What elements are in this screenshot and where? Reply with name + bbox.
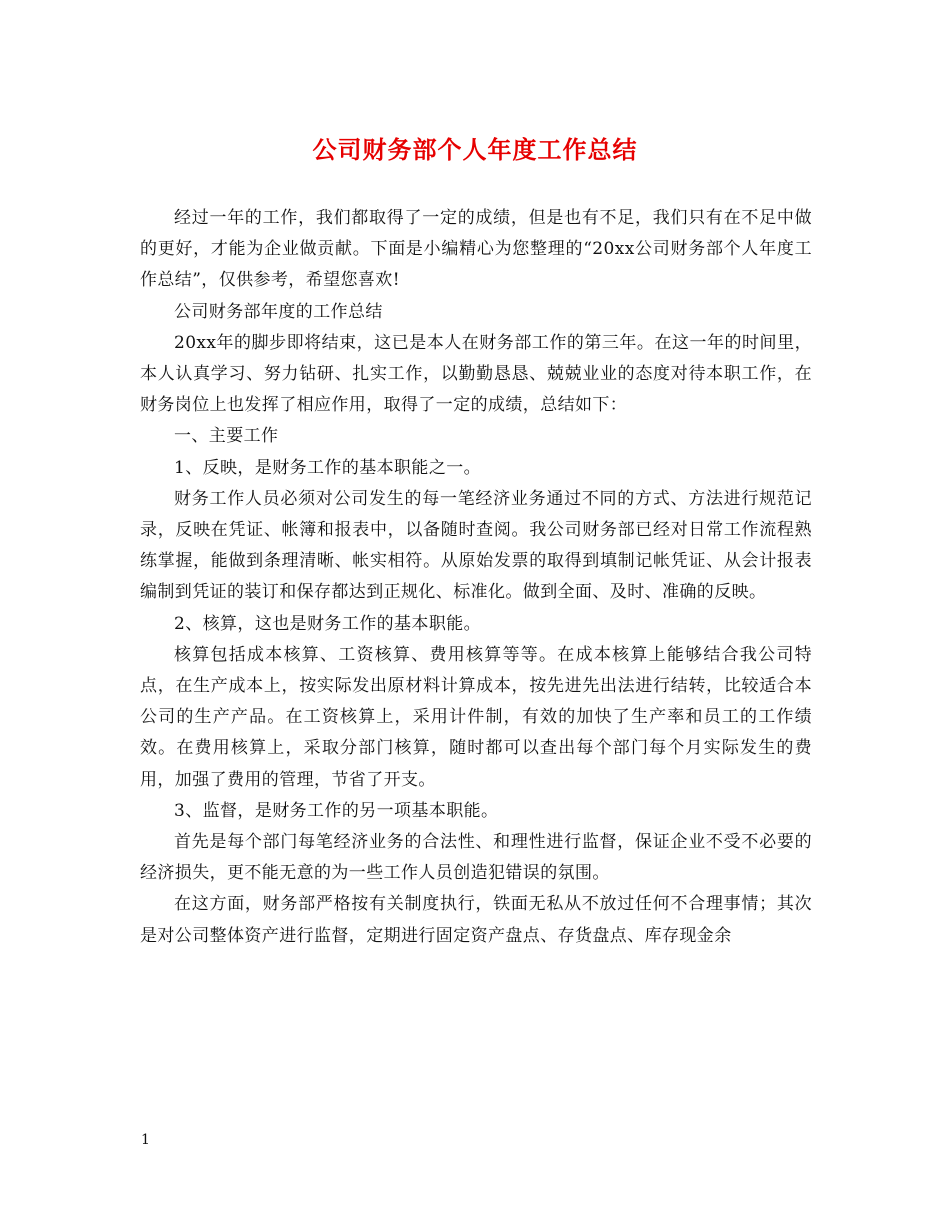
body-paragraph: 财务工作人员必须对公司发生的每一笔经济业务通过不同的方式、方法进行规范记录，反映在凭证、帐簿和报表中，以备随时查阅。我公司财务部已经对日常工作流程熟练掌握，能做到条理清晰、帐实相符。从原始发票的取得到填制记帐凭证、从会计报表编制到凭证的装订和保存都达到正规化、标准化。做到全面、及时、准确的反映。 <box>140 488 812 603</box>
page-number: 1 <box>141 1132 150 1148</box>
subsection-heading: 2、核算，这也是财务工作的基本职能。 <box>174 613 482 634</box>
body-paragraph: 20xx年的脚步即将结束，这已是本人在财务部工作的第三年。在这一年的时间里，本人认真学习、努力钻研、扎实工作，以勤勤恳恳、兢兢业业的态度对待本职工作，在财务岗位上也发挥了相应作用，取得了一定的成绩，总结如下： <box>140 332 812 416</box>
document-body <box>140 203 812 952</box>
body-paragraph: 核算包括成本核算、工资核算、费用核算等等。在成本核算上能够结合我公司特点，在生产成本上，按实际发出原材料计算成本，按先进先出法进行结转，比较适合本公司的生产产品。在工资核算上，采用计件制，有效的加快了生产率和员工的工作绩效。在费用核算上，采取分部门核算，随时都可以查出每个部门每个月实际发生的费用，加强了费用的管理，节省了开支。 <box>140 644 812 790</box>
document-title: 公司财务部个人年度工作总结 <box>312 136 638 164</box>
section-heading: 一、主要工作 <box>174 426 279 447</box>
section-heading: 公司财务部年度的工作总结 <box>174 301 383 322</box>
subsection-heading: 1、反映，是财务工作的基本职能之一。 <box>174 457 482 478</box>
body-paragraph: 在这方面，财务部严格按有关制度执行，铁面无私从不放过任何不合理事情；其次是对公司整体资产进行监督，定期进行固定资产盘点、存货盘点、库存现金余 <box>140 894 812 946</box>
body-paragraph: 首先是每个部门每笔经济业务的合法性、和理性进行监督，保证企业不受不必要的经济损失，更不能无意的为一些工作人员创造犯错误的氛围。 <box>140 832 812 884</box>
intro-paragraph: 经过一年的工作，我们都取得了一定的成绩，但是也有不足，我们只有在不足中做的更好，才能为企业做贡献。下面是小编精心为您整理的“20xx公司财务部个人年度工作总结”，仅供参考，希望您喜欢! <box>140 208 812 291</box>
subsection-heading: 3、监督，是财务工作的另一项基本职能。 <box>174 800 499 821</box>
